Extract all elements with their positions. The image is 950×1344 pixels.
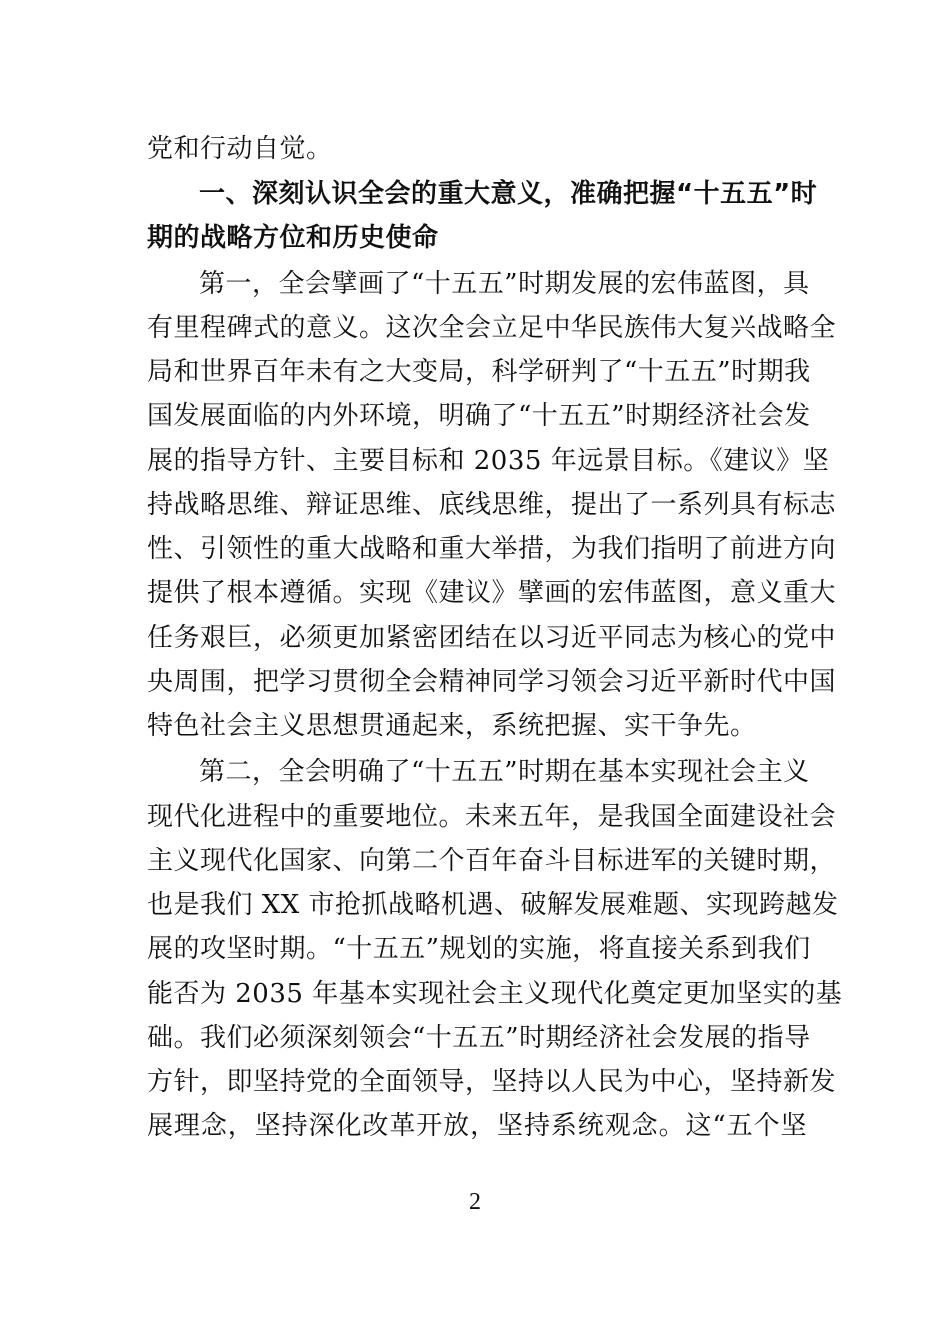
paragraph-line: 现代化进程中的重要地位。未来五年，是我国全面建设社会 xyxy=(147,802,837,832)
paragraph-line: 第二，全会明确了“十五五”时期在基本实现社会主义 xyxy=(199,757,810,787)
paragraph-line: 础。我们必须深刻领会“十五五”时期经济社会发展的指导 xyxy=(147,1023,811,1053)
section-heading-line-2: 期的战略方位和历史使命 xyxy=(147,223,439,253)
page-number: 2 xyxy=(469,1189,481,1215)
paragraph-line: 也是我们 XX 市抢抓战略机遇、破解发展难题、实现跨越发 xyxy=(147,890,839,920)
paragraph-line: 主义现代化国家、向第二个百年奋斗目标进军的关键时期， xyxy=(147,846,837,876)
paragraph-line: 任务艰巨，必须更加紧密团结在以习近平同志为核心的党中 xyxy=(147,623,837,653)
continuation-line: 党和行动自觉。 xyxy=(147,134,333,164)
paragraph-line: 展理念，坚持深化改革开放，坚持系统观念。这“五个坚 xyxy=(147,1111,807,1141)
paragraph-line: 国发展面临的内外环境，明确了“十五五”时期经济社会发 xyxy=(147,401,811,431)
paragraph-line: 性、引领性的重大战略和重大举措，为我们指明了前进方向 xyxy=(147,534,837,564)
paragraph-line: 能否为 2035 年基本实现社会主义现代化奠定更加坚实的基 xyxy=(147,979,843,1009)
paragraph-line: 展的指导方针、主要目标和 2035 年远景目标。《建议》坚 xyxy=(147,446,830,476)
paragraph-line: 有里程碑式的意义。这次全会立足中华民族伟大复兴战略全 xyxy=(147,313,837,343)
section-heading-line-1: 一、深刻认识全会的重大意义，准确把握“十五五”时 xyxy=(199,179,818,209)
paragraph-line: 局和世界百年未有之大变局，科学研判了“十五五”时期我 xyxy=(147,357,811,387)
paragraph-line: 持战略思维、辩证思维、底线思维，提出了一系列具有标志 xyxy=(147,490,837,520)
paragraph-line: 方针，即坚持党的全面领导，坚持以人民为中心，坚持新发 xyxy=(147,1067,837,1097)
paragraph-line: 提供了根本遵循。实现《建议》擘画的宏伟蓝图，意义重大 xyxy=(147,578,837,608)
paragraph-line: 央周围，把学习贯彻全会精神同学习领会习近平新时代中国 xyxy=(147,667,837,697)
paragraph-line: 展的攻坚时期。“十五五”规划的实施，将直接关系到我们 xyxy=(147,934,811,964)
paragraph-line: 特色社会主义思想贯通起来，系统把握、实干争先。 xyxy=(147,711,757,741)
paragraph-line: 第一，全会擘画了“十五五”时期发展的宏伟蓝图，具 xyxy=(199,269,810,299)
